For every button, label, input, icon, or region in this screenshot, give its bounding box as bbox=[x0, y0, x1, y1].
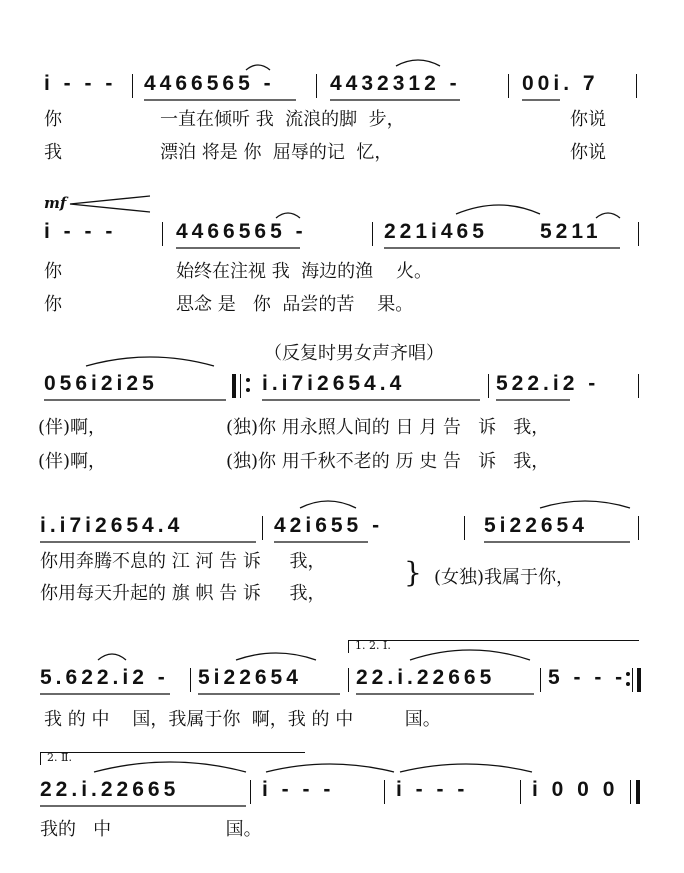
volta-label: 2. Ⅱ. bbox=[47, 751, 72, 764]
measure: 5211 bbox=[540, 220, 602, 243]
lyric-line: (伴)啊， bbox=[38, 451, 107, 472]
repeat-end-barline bbox=[632, 668, 633, 692]
final-barline bbox=[630, 780, 631, 804]
barline bbox=[488, 374, 489, 398]
repeat-dot bbox=[246, 378, 250, 382]
lyric-line: 思念 是 你 品尝的苦 果。 bbox=[176, 294, 414, 315]
lyric-line: 你 bbox=[44, 109, 62, 130]
pickup-measure: 056i2i25 bbox=[44, 372, 158, 395]
measure: 5i22654 bbox=[484, 514, 588, 537]
measure: i - - - bbox=[44, 72, 117, 95]
lyric-line: 你 bbox=[44, 294, 62, 315]
lyric-line: 你用奔腾不息的 江 河 告 诉 我， bbox=[40, 551, 326, 572]
performance-note: （反复时男女声齐唱） bbox=[264, 343, 444, 364]
slur bbox=[276, 213, 300, 218]
lyric-line: 一直在倾听 我 流浪的脚 步， bbox=[160, 109, 405, 130]
measure: i.i7i2654.4 bbox=[40, 514, 184, 537]
measure: i - - - bbox=[44, 220, 117, 243]
barline bbox=[638, 222, 639, 246]
barline bbox=[636, 74, 637, 98]
barline bbox=[162, 222, 163, 246]
repeat-start-barline bbox=[232, 374, 236, 398]
volta-first-ending bbox=[348, 640, 639, 653]
score-row-4 bbox=[0, 514, 684, 544]
measure: 00i. 7 bbox=[522, 72, 599, 95]
measure: i - - - bbox=[262, 778, 335, 801]
verse-brace: } bbox=[404, 556, 422, 589]
slur bbox=[300, 501, 356, 508]
barline bbox=[240, 374, 241, 398]
lyric-line: 你 bbox=[44, 261, 62, 282]
lyric-line: 你说 bbox=[570, 109, 606, 130]
lyric-line: 你用每天升起的 旗 帜 告 诉 我， bbox=[40, 583, 326, 604]
measure: 4466565 - bbox=[144, 72, 275, 95]
lyric-line: (独)你 用千秋不老的 历 史 告 诉 我， bbox=[226, 451, 550, 472]
barline bbox=[372, 222, 373, 246]
hairpin bbox=[70, 196, 150, 212]
measure: 22.i.22665 bbox=[356, 666, 496, 689]
barline bbox=[348, 668, 349, 692]
tie bbox=[266, 764, 394, 772]
dynamics-mark: mf bbox=[44, 194, 67, 212]
measure: i 0 0 0 bbox=[532, 778, 619, 801]
slur bbox=[540, 501, 630, 508]
barline bbox=[384, 780, 385, 804]
repeat-dot bbox=[246, 388, 250, 392]
measure: 4466565 - bbox=[176, 220, 307, 243]
slur bbox=[396, 60, 440, 66]
measure: 5i22654 bbox=[198, 666, 302, 689]
lyric-line: (女独)我属于你， bbox=[434, 567, 575, 588]
barline bbox=[132, 74, 133, 98]
barline bbox=[508, 74, 509, 98]
measure: 5 - - - bbox=[548, 666, 627, 689]
lyric-line: 我 bbox=[44, 142, 62, 163]
barline bbox=[540, 668, 541, 692]
tie bbox=[400, 764, 532, 772]
barline bbox=[250, 780, 251, 804]
repeat-dot bbox=[626, 672, 630, 676]
measure: 4432312 - bbox=[330, 72, 461, 95]
slur bbox=[86, 357, 214, 366]
lyric-line: 始终在注视 我 海边的渔 火。 bbox=[176, 261, 433, 282]
repeat-end-barline bbox=[637, 668, 641, 692]
lyric-line: 你说 bbox=[570, 142, 606, 163]
score-row-6 bbox=[0, 778, 684, 808]
slur bbox=[236, 653, 316, 660]
measure: i - - - bbox=[396, 778, 469, 801]
barline bbox=[464, 516, 465, 540]
slur bbox=[98, 654, 126, 660]
volta-label: 1. 2. Ⅰ. bbox=[355, 639, 391, 652]
slur bbox=[596, 213, 620, 218]
score-row-2 bbox=[0, 220, 684, 250]
barline bbox=[316, 74, 317, 98]
lyric-line: 漂泊 将是 你 屈辱的记 忆， bbox=[160, 142, 393, 163]
barline bbox=[520, 780, 521, 804]
measure: 221i465 bbox=[384, 220, 488, 243]
measure: i.i7i2654.4 bbox=[262, 372, 406, 395]
score-row-5 bbox=[0, 666, 684, 696]
slur bbox=[246, 65, 270, 70]
measure: 42i655 - bbox=[274, 514, 384, 537]
barline bbox=[190, 668, 191, 692]
measure: 22.i.22665 bbox=[40, 778, 180, 801]
volta-second-ending bbox=[40, 752, 305, 765]
measure: 5.622.i2 - bbox=[40, 666, 169, 689]
lyric-line: 我的 中 国。 bbox=[40, 819, 262, 840]
barline bbox=[262, 516, 263, 540]
lyric-line: (独)你 用永照人间的 日 月 告 诉 我， bbox=[226, 417, 550, 438]
lyric-line: (伴)啊， bbox=[38, 417, 107, 438]
score-row-3 bbox=[0, 372, 684, 402]
slur bbox=[456, 205, 540, 214]
barline bbox=[638, 516, 639, 540]
barline bbox=[638, 374, 639, 398]
final-barline bbox=[636, 780, 640, 804]
lyric-line: 我 的 中 国，我属于你 啊，我 的 中 国。 bbox=[44, 709, 441, 730]
repeat-dot bbox=[626, 682, 630, 686]
score-row-1 bbox=[0, 72, 684, 102]
measure: 522.i2 - bbox=[496, 372, 600, 395]
